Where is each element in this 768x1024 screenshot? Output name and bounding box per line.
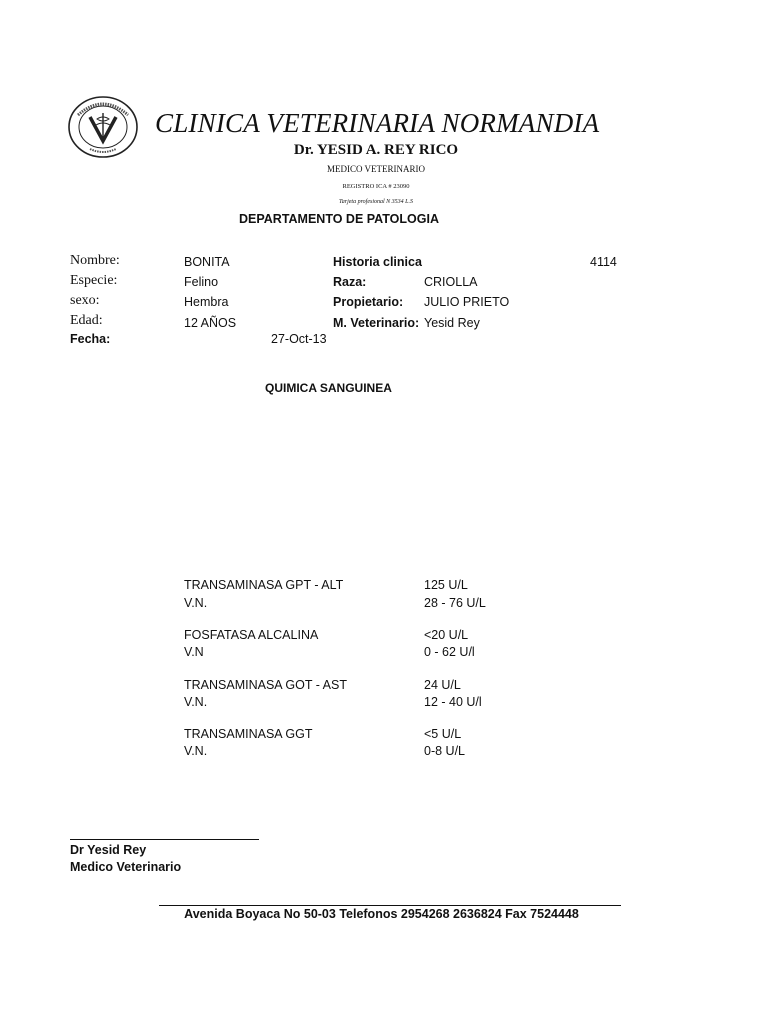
test-name: FOSFATASA ALCALINA — [184, 628, 319, 642]
reference-label: V.N. — [184, 596, 208, 610]
propietario-value: JULIO PRIETO — [424, 295, 510, 309]
fecha-label: Fecha: — [70, 332, 111, 346]
fecha-value: 27-Oct-13 — [271, 332, 327, 346]
especie-label: Especie: — [70, 273, 118, 288]
raza-label: Raza: — [333, 275, 367, 289]
department-title: DEPARTAMENTO DE PATOLOGIA — [238, 212, 439, 226]
raza-value: CRIOLLA — [424, 275, 478, 289]
footer-divider — [159, 905, 621, 906]
clinic-name: CLINICA VETERINARIA NORMANDIA — [155, 108, 600, 138]
edad-value: 12 AÑOS — [184, 316, 237, 330]
section-title: QUIMICA SANGUINEA — [265, 381, 392, 395]
veterinario-label: M. Veterinario: — [333, 316, 420, 330]
propietario-label: Propietario: — [333, 295, 404, 309]
test-name: TRANSAMINASA GGT — [184, 727, 313, 741]
test-value: <20 U/L — [424, 628, 469, 642]
profession: MEDICO VETERINARIO — [326, 164, 426, 174]
reference-range: 0-8 U/L — [424, 744, 465, 758]
doctor-name: Dr. YESID A. REY RICO — [293, 142, 459, 158]
nombre-value: BONITA — [184, 255, 230, 269]
sexo-value: Hembra — [184, 295, 229, 309]
professional-card: Tarjeta profesional N 3534 L.S — [338, 199, 414, 205]
registry-number: REGISTRO ICA # 23090 — [342, 183, 410, 190]
reference-label: V.N. — [184, 744, 208, 758]
signature-line — [70, 839, 259, 840]
test-name: TRANSAMINASA GOT - AST — [184, 678, 347, 692]
reference-range: 0 - 62 U/l — [424, 645, 475, 659]
especie-value: Felino — [184, 275, 219, 289]
reference-range: 28 - 76 U/L — [424, 596, 486, 610]
historia-value: 4114 — [590, 255, 617, 269]
sexo-label: sexo: — [70, 293, 100, 308]
test-value: <5 U/L — [424, 727, 462, 741]
reference-label: V.N — [184, 645, 204, 659]
nombre-label: Nombre: — [70, 253, 120, 268]
reference-range: 12 - 40 U/l — [424, 695, 482, 709]
test-value: 24 U/L — [424, 678, 461, 692]
signature-name: Dr Yesid Rey — [70, 843, 147, 857]
reference-label: V.N. — [184, 695, 208, 709]
signature-title: Medico Veterinario — [70, 860, 182, 874]
historia-label: Historia clinica — [333, 255, 422, 269]
edad-label: Edad: — [70, 313, 103, 328]
veterinario-value: Yesid Rey — [424, 316, 480, 330]
test-name: TRANSAMINASA GPT - ALT — [184, 578, 344, 592]
footer-address: Avenida Boyaca No 50-03 Telefonos 2954268 2636824 Fax 7524448 — [184, 907, 579, 921]
test-value: 125 U/L — [424, 578, 468, 592]
